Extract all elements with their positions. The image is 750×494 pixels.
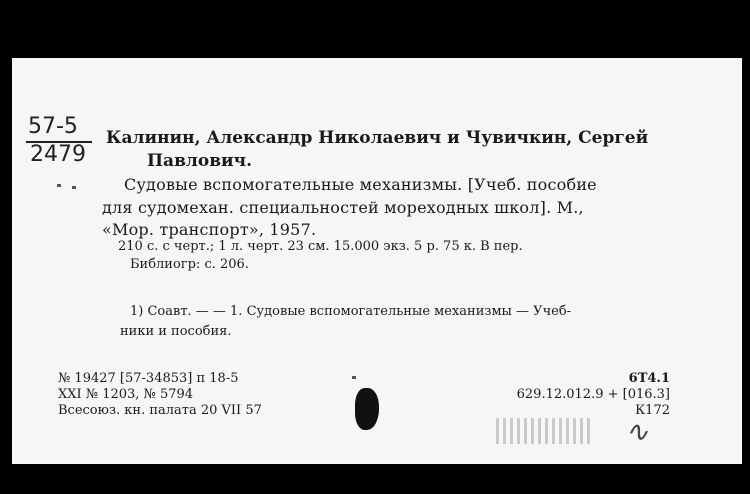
ink-blot bbox=[355, 388, 379, 430]
registration-line-1: № 19427 [57-34853] п 18-5 bbox=[58, 371, 239, 386]
title-line-2: для судомехан. специальностей мореходных школ]. М., bbox=[102, 198, 584, 217]
classification-1: 6Т4.1 bbox=[628, 371, 670, 386]
classification-2: 629.12.012.9 + [016.3] bbox=[516, 387, 670, 402]
call-number-bottom: 2479 bbox=[30, 142, 86, 167]
registration-line-3: Всесоюз. кн. палата 20 VII 57 bbox=[58, 403, 262, 418]
title-line-1: Судовые вспомогательные механизмы. [Учеб. пособие bbox=[124, 175, 597, 194]
author-line-continued: Павлович. bbox=[147, 151, 252, 171]
registration-line-2: XXI № 1203, № 5794 bbox=[58, 387, 194, 402]
faded-stamp-mark bbox=[496, 418, 591, 444]
handwritten-mark: ∿ bbox=[625, 415, 649, 448]
ink-speck bbox=[72, 186, 76, 189]
author-line: Калинин, Александр Николаевич и Чувичкин, Сергей bbox=[106, 128, 649, 148]
title-line-3: «Мор. транспорт», 1957. bbox=[102, 220, 317, 239]
ink-speck bbox=[352, 376, 356, 379]
classification-3: К172 bbox=[635, 403, 670, 418]
subject-line-1: 1) Соавт. — — 1. Судовые вспомогательные механизмы — Учеб- bbox=[130, 304, 572, 319]
subject-line-2: ники и пособия. bbox=[120, 324, 232, 339]
physical-description: 210 с. с черт.; 1 л. черт. 23 см. 15.000 экз. 5 р. 75 к. В пер. bbox=[118, 239, 523, 254]
call-number-top: 57-5 bbox=[28, 114, 78, 139]
bibliography-note: Библиогр: с. 206. bbox=[130, 257, 249, 272]
ink-speck bbox=[57, 184, 61, 187]
